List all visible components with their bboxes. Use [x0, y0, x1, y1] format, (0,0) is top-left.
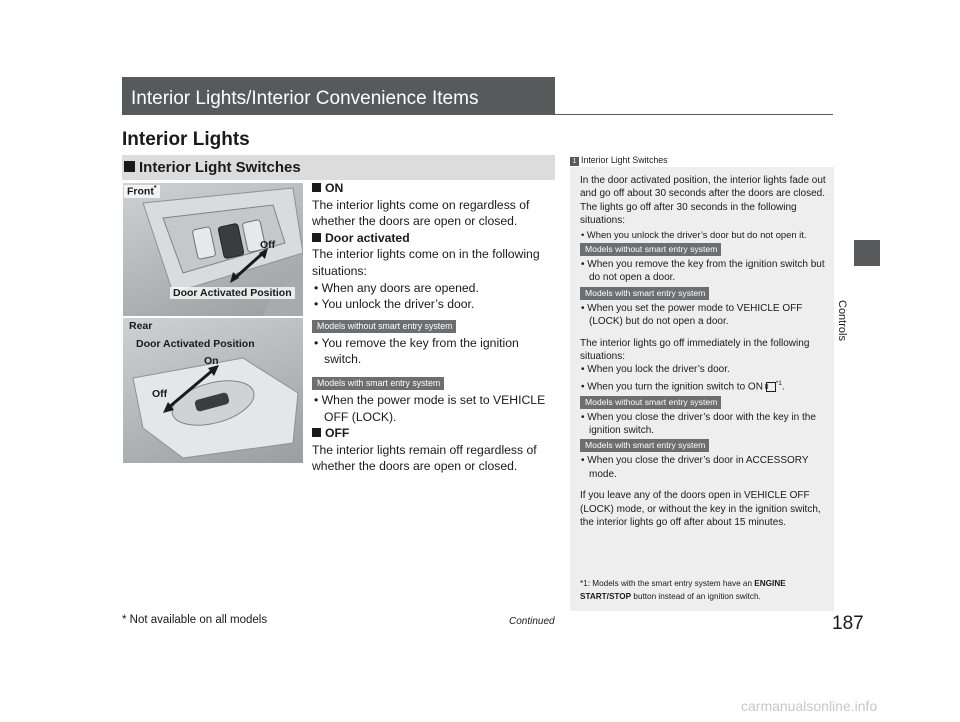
front-off-label: Off	[260, 239, 276, 251]
rear-off-label: Off	[152, 388, 168, 400]
subsection-title: Interior Light Switches	[139, 159, 301, 176]
on-heading: ON	[312, 180, 557, 197]
square-bullet-icon	[312, 183, 321, 192]
rear-door-activated-label: Door Activated Position	[136, 338, 255, 350]
sidebar-paragraph: In the door activated position, the interior lights fade out and go off about 30 seconds after the doors are closed.	[580, 175, 826, 200]
header-rule	[555, 114, 833, 115]
sidebar-paragraph: The lights go off after 30 seconds in the following situations:	[580, 201, 797, 227]
section-title: Interior Lights/Interior Convenience Items	[122, 77, 555, 115]
front-label: Front*	[124, 185, 160, 198]
sidebar-footnote: *1: Models with the smart entry system have an ENGINE START/STOP button instead of an ignition switch.	[580, 579, 786, 601]
sidebar-paragraph: The interior lights go off immediately in the following situations:	[580, 337, 810, 363]
door-activated-heading: Door activated	[312, 230, 557, 247]
subsection-bar	[122, 155, 555, 180]
chapter-tab-label: Controls	[836, 300, 848, 341]
model-tag-without-smart-entry: Models without smart entry system	[312, 320, 456, 333]
rear-switch-photo	[123, 318, 303, 463]
list-item: • When you turn the ignition switch to ON II$^{*1}$.	[581, 379, 785, 393]
list-item: • When you close the driver’s door with the key in the ignition switch.	[581, 411, 816, 437]
list-item: • When the power mode is set to VEHICLE OFF (LOCK).	[314, 392, 546, 424]
page-heading: Interior Lights	[122, 129, 250, 150]
square-bullet-icon	[312, 428, 321, 437]
square-bullet-icon	[312, 233, 321, 242]
off-description: The interior lights remain off regardless of whether the doors are open or closed.	[312, 442, 537, 474]
sidebar-text	[580, 174, 826, 529]
door-activated-description: The interior lights come on in the following situations:	[312, 247, 540, 278]
list-item: • You unlock the driver’s door.	[314, 297, 475, 312]
continued-label: Continued	[509, 616, 555, 627]
main-text-column	[312, 180, 557, 475]
list-item: • When you remove the key from the ignition switch but do not open a door.	[581, 259, 825, 284]
rear-label: Rear	[129, 320, 153, 332]
availability-note: * Not available on all models	[122, 614, 268, 626]
list-item: • When you lock the driver’s door.	[581, 364, 730, 376]
chapter-tab-marker	[854, 240, 880, 266]
list-item: • When you set the power mode to VEHICLE OFF (LOCK) but do not open a door.	[581, 302, 803, 328]
model-tag-without-smart-entry: Models without smart entry system	[580, 396, 721, 409]
square-bullet-icon	[124, 161, 135, 172]
list-item: • When any doors are opened.	[314, 280, 479, 295]
list-item: • When you close the driver’s door in ACCESSORY mode.	[581, 455, 809, 480]
reference-arrow-icon: 1	[570, 157, 579, 166]
front-switch-photo	[123, 183, 303, 316]
ignition-position-icon: II	[766, 382, 776, 392]
watermark: carmanualsonline.info	[741, 698, 878, 714]
front-door-activated-label: Door Activated Position	[170, 287, 295, 299]
model-tag-without-smart-entry: Models without smart entry system	[580, 243, 721, 256]
model-tag-with-smart-entry: Models with smart entry system	[580, 287, 709, 300]
rear-on-label: On	[204, 355, 219, 367]
sidebar-title: 1 Interior Light Switches	[570, 155, 668, 166]
list-item: • You remove the key from the ignition switch.	[314, 335, 519, 367]
list-item: • When you unlock the driver’s door but do not open it.	[581, 228, 807, 240]
model-tag-with-smart-entry: Models with smart entry system	[580, 439, 709, 452]
on-description: The interior lights come on regardless of whether the doors are open or closed.	[312, 197, 530, 229]
sidebar-paragraph: If you leave any of the doors open in VEHICLE OFF (LOCK) mode, or without the key in the ignition switch, the interior lights go off after about 15 minutes.	[580, 490, 821, 529]
model-tag-with-smart-entry: Models with smart entry system	[312, 377, 444, 390]
page-number: 187	[832, 613, 864, 634]
off-heading: OFF	[312, 425, 557, 442]
